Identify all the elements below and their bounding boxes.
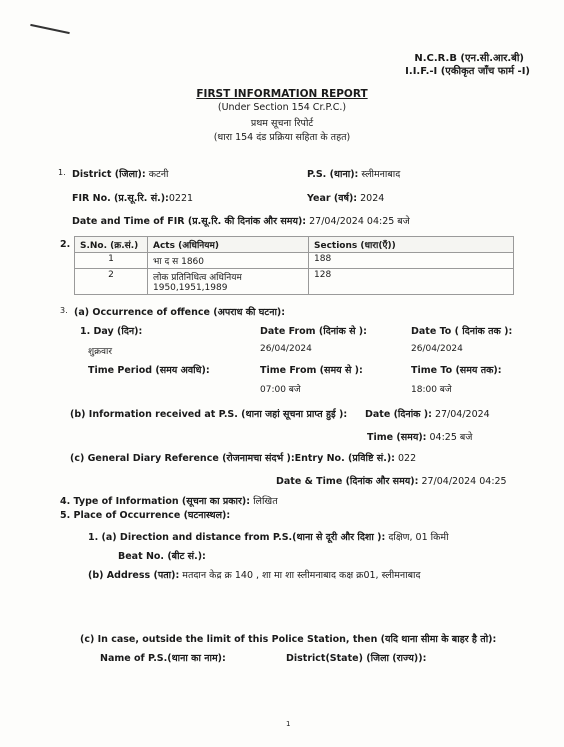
section-1-number: 1.: [58, 168, 66, 177]
general-diary-label: (c) General Diary Reference (रोजनामचा संदर्भ ):Entry No. (प्रविष्टि सं.):: [70, 453, 395, 464]
info-received-label: (b) Information received at P.S. (थाना जहां सूचना प्राप्त हुई ):: [70, 409, 348, 420]
place-of-occurrence-label: 5. Place of Occurrence (घटनास्थल):: [60, 510, 231, 521]
district-value: कटनी: [148, 169, 169, 180]
day-value: शुक्रवार: [88, 347, 113, 357]
info-type-field: [60, 494, 278, 507]
section-3-number: 3.: [60, 306, 68, 315]
ps-name-label: Name of P.S.(थाना का नाम):: [100, 653, 226, 664]
district-field: [72, 167, 169, 180]
time-from-label: Time From (समय से ):: [260, 365, 363, 376]
cell-act: [148, 253, 309, 269]
acts-sections-table: [74, 236, 514, 295]
cell-section: 128: [309, 269, 514, 295]
general-diary-field: [70, 451, 416, 464]
year-label: Year (वर्ष):: [307, 193, 358, 204]
iif-label: I.I.F.-I (एकीकृत जाँच फार्म -I): [405, 66, 530, 77]
page-title: FIRST INFORMATION REPORT: [196, 88, 368, 100]
address-label: (b) Address (पता):: [88, 570, 180, 581]
page-subtitle: (Under Section 154 Cr.P.C.): [217, 102, 347, 113]
ncrb-label: N.C.R.B (एन.सी.आर.बी): [414, 53, 524, 64]
section-2-number: 2.: [60, 239, 71, 250]
time-to-value: 18:00 बजे: [411, 385, 452, 395]
date-to-value: 26/04/2024: [411, 344, 463, 354]
cell-section: 188: [309, 253, 514, 269]
fir-datetime-label: Date and Time of FIR (प्र.सू.रि. की दिनांक और समय):: [72, 216, 307, 227]
info-type-value: लिखित: [253, 496, 278, 507]
column-header-acts: Acts (अधिनियम): [148, 237, 309, 253]
info-received-time-value: 04:25 बजे: [429, 432, 473, 443]
cell-sno: 1: [75, 253, 148, 269]
police-station-value: स्लीमनाबाद: [361, 169, 401, 180]
cell-sno: 2: [75, 269, 148, 295]
district-state-label: District(State) (जिला (राज्य)):: [286, 653, 427, 664]
act-line-1: भा द स 1860: [153, 257, 205, 267]
column-header-sno: S.No. (क्र.सं.): [75, 237, 148, 253]
outside-limit-label: (c) In case, outside the limit of this Police Station, then (यदि थाना सीमा के बाहर है तो):: [80, 634, 497, 645]
year-value: 2024: [360, 193, 385, 204]
general-diary-datetime-field: [276, 474, 507, 487]
fir-number-label: FIR No. (प्र.सू.रि. सं.):: [72, 193, 169, 204]
fir-number-value: 0221: [168, 193, 194, 204]
cell-act: [148, 269, 309, 295]
day-label: 1. Day (दिन):: [80, 326, 143, 337]
info-received-date-field: [365, 407, 490, 420]
year-field: [307, 191, 384, 204]
page-number: 1: [286, 720, 291, 728]
time-to-label: Time To (समय तक):: [411, 365, 502, 376]
police-station-field: [307, 167, 400, 180]
table-row: [75, 269, 514, 295]
fir-datetime-value: 27/04/2024 04:25 बजे: [309, 216, 410, 227]
info-type-label: 4. Type of Information (सूचना का प्रकार):: [60, 496, 251, 507]
page-subtitle-hindi: (धारा 154 दंड प्रक्रिया सहिता के तहत): [213, 132, 351, 143]
address-value: मतदान केद्र क्र 140 , शा मा शा स्लीमनाबाद कक्ष क्र01, स्लीमनाबाद: [182, 570, 421, 581]
act-line-1: लोक प्रतिनिधित्व अधिनियम: [153, 273, 242, 283]
general-diary-datetime-label: Date & Time (दिनांक और समय):: [276, 476, 419, 487]
direction-distance-field: [88, 530, 449, 543]
ink-stroke-mark: [30, 24, 70, 34]
police-station-label: P.S. (थाना):: [307, 169, 359, 180]
table-header-row: [75, 237, 514, 253]
general-diary-datetime-value: 27/04/2024 04:25: [421, 476, 507, 487]
fir-number-field: [72, 191, 193, 204]
time-from-value: 07:00 बजे: [260, 385, 301, 395]
table-row: [75, 253, 514, 269]
beat-number-label: Beat No. (बीट सं.):: [118, 551, 206, 562]
date-to-label: Date To ( दिनांक तक ):: [411, 326, 513, 337]
info-received-date-label: Date (दिनांक ):: [365, 409, 432, 420]
page-title-hindi: प्रथम सूचना रिपोर्ट: [250, 118, 314, 129]
info-received-time-field: [367, 430, 472, 443]
act-line-2: 1950,1951,1989: [153, 283, 228, 293]
general-diary-entry-value: 022: [398, 453, 417, 464]
fir-datetime-field: [72, 214, 410, 227]
address-field: [88, 568, 421, 581]
direction-distance-label: 1. (a) Direction and distance from P.S.(थाना से दूरी और दिशा ):: [88, 532, 386, 543]
info-received-date-value: 27/04/2024: [434, 409, 490, 420]
time-period-label: Time Period (समय अवधि):: [88, 365, 210, 376]
date-from-label: Date From (दिनांक से ):: [260, 326, 367, 337]
info-received-time-label: Time (समय):: [367, 432, 427, 443]
column-header-sections: Sections (धारा(एँ)): [309, 237, 514, 253]
district-label: District (जिला):: [72, 169, 146, 180]
occurrence-heading: (a) Occurrence of offence (अपराध की घटना):: [74, 307, 286, 318]
direction-distance-value: दक्षिण, 01 किमी: [388, 532, 449, 543]
date-from-value: 26/04/2024: [260, 344, 312, 354]
